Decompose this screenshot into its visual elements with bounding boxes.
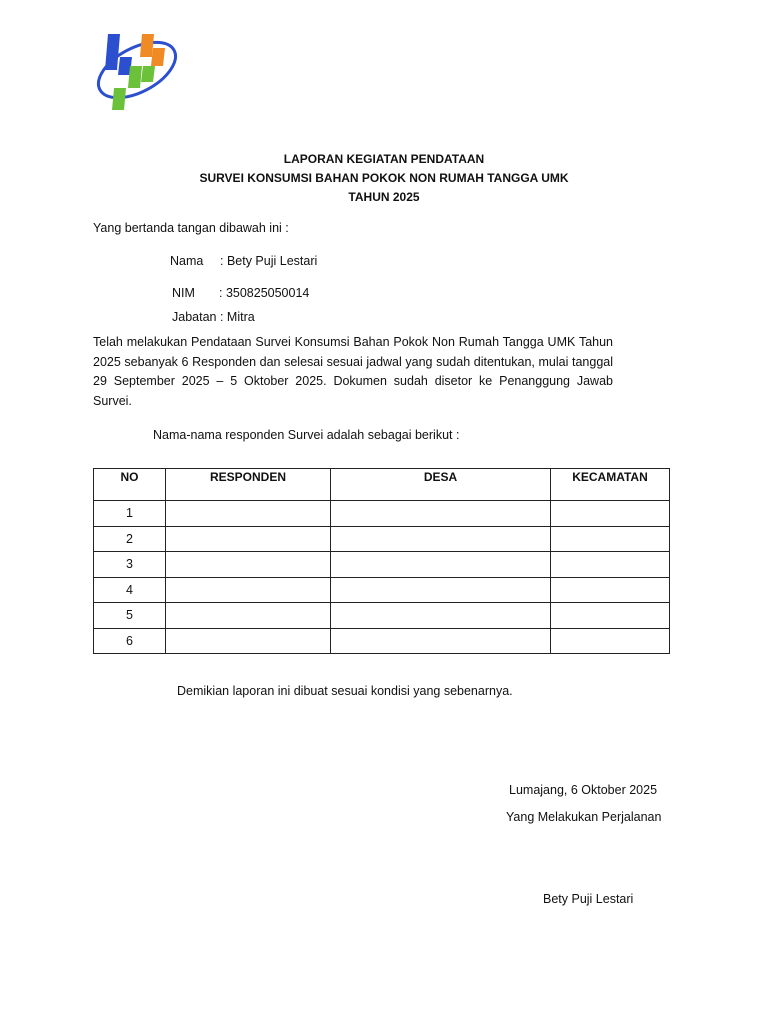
cell-kecamatan xyxy=(551,577,670,603)
table-row xyxy=(94,501,670,527)
cell-no: 2 xyxy=(94,526,166,552)
cell-desa xyxy=(331,628,551,654)
table-row xyxy=(94,603,670,629)
table-row xyxy=(94,628,670,654)
cell-desa xyxy=(331,603,551,629)
cell-responden xyxy=(166,552,331,578)
cell-desa xyxy=(331,501,551,527)
cell-responden xyxy=(166,526,331,552)
header-desa: DESA xyxy=(331,469,551,501)
report-year: TAHUN 2025 xyxy=(348,190,420,204)
cell-desa xyxy=(331,577,551,603)
signer-role: Yang Melakukan Perjalanan xyxy=(506,810,662,824)
header-kecamatan: KECAMATAN xyxy=(551,469,670,501)
header-responden: RESPONDEN xyxy=(166,469,331,501)
cell-responden xyxy=(166,577,331,603)
cell-responden xyxy=(166,501,331,527)
respondents-intro: Nama-nama responden Survei adalah sebagai berikut : xyxy=(153,428,460,442)
body-paragraph xyxy=(93,333,613,411)
respondents-table xyxy=(93,468,670,654)
cell-desa xyxy=(331,552,551,578)
cell-no: 3 xyxy=(94,552,166,578)
cell-kecamatan xyxy=(551,552,670,578)
table-row xyxy=(94,526,670,552)
table-header-row xyxy=(94,469,670,501)
body-paragraph-text: Telah melakukan Pendataan Survei Konsumsi Bahan Pokok Non Rumah Tangga UMK Tahun 2025 sebanyak 6 Responden dan selesai sesuai jadwal yang sudah ditentukan, mulai tanggal 29 September 2025 – 5 Oktober 2025. Dokumen sudah disetor ke Penanggung Jawab Survei. xyxy=(93,335,613,408)
cell-kecamatan xyxy=(551,628,670,654)
nim-value: : 350825050014 xyxy=(219,286,310,300)
bps-logo-icon xyxy=(90,30,185,112)
cell-no: 5 xyxy=(94,603,166,629)
cell-responden xyxy=(166,603,331,629)
header-no: NO xyxy=(94,469,166,501)
cell-responden xyxy=(166,628,331,654)
report-title: LAPORAN KEGIATAN PENDATAAN xyxy=(283,152,485,166)
table-row xyxy=(94,577,670,603)
cell-kecamatan xyxy=(551,501,670,527)
report-subtitle: SURVEI KONSUMSI BAHAN POKOK NON RUMAH TANGGA UMK xyxy=(199,171,569,185)
nama-value: : Bety Puji Lestari xyxy=(220,254,318,268)
intro-text: Yang bertanda tangan dibawah ini : xyxy=(93,221,289,235)
cell-no: 1 xyxy=(94,501,166,527)
nama-label: Nama xyxy=(170,254,204,268)
cell-no: 4 xyxy=(94,577,166,603)
closing-statement: Demikian laporan ini dibuat sesuai kondisi yang sebenarnya. xyxy=(177,684,513,698)
table-row xyxy=(94,552,670,578)
cell-kecamatan xyxy=(551,603,670,629)
cell-kecamatan xyxy=(551,526,670,552)
cell-no: 6 xyxy=(94,628,166,654)
nim-label: NIM xyxy=(172,286,195,300)
place-date: Lumajang, 6 Oktober 2025 xyxy=(509,783,658,797)
cell-desa xyxy=(331,526,551,552)
signer-name: Bety Puji Lestari xyxy=(543,892,634,906)
jabatan-line: Jabatan : Mitra xyxy=(172,310,255,324)
